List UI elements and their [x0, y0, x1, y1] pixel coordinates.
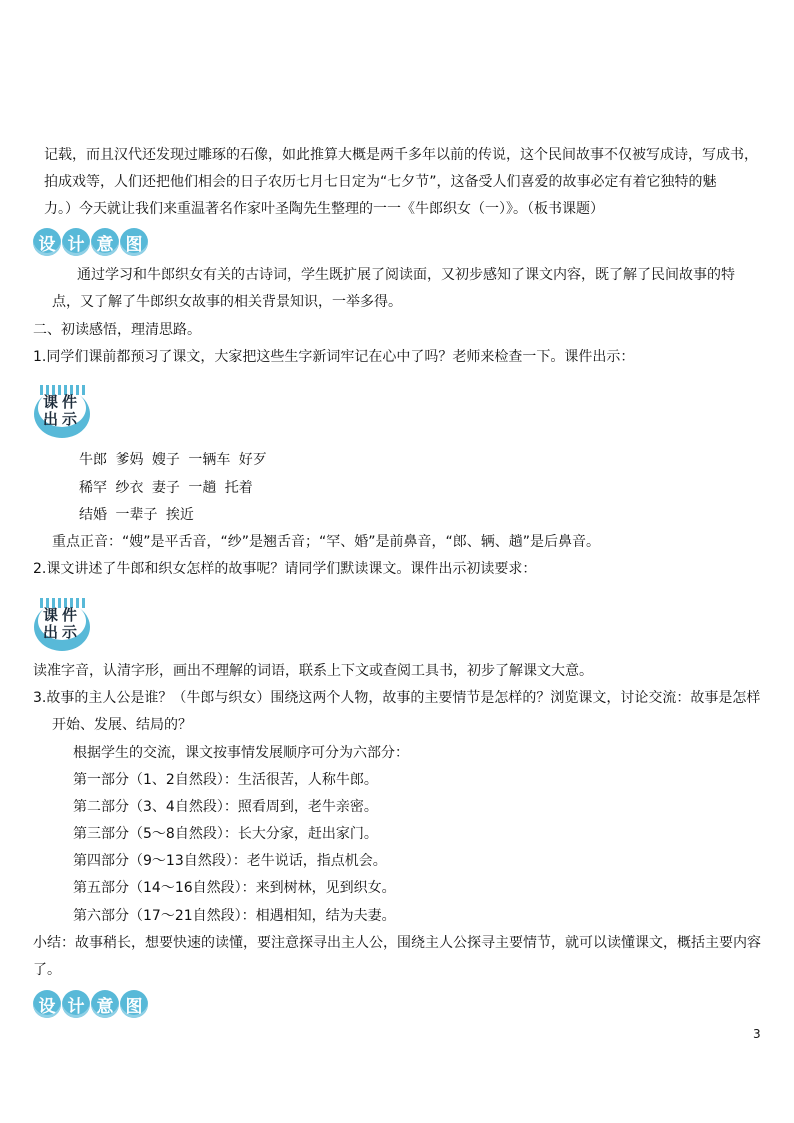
part-line: 第一部分（1、2自然段）：生活很苦，人称牛郎。 [73, 772, 378, 788]
part-line: 第六部分（17～21自然段）：相遇相知，结为夫妻。 [73, 908, 396, 924]
badge-text: 课件 [43, 393, 82, 411]
paragraph-line: 记载，而且汉代还发现过雕琢的石像，如此推算大概是两千多年以前的传说，这个民间故事不仅被写成诗，写成书， [44, 147, 758, 163]
part-line: 第五部分（14～16自然段）：来到树林，见到织女。 [73, 880, 396, 896]
design-intent-line: 点，又了解了牛郎织女故事的相关背景知识，一举多得。 [52, 294, 402, 310]
design-intent-badge [33, 990, 148, 1020]
badge-char: 设 [33, 228, 61, 256]
pronunciation-note: 重点正音：“嫂”是平舌音，“纱”是翘舌音；“罕、婚”是前鼻音，“郎、辆、趟”是后鼻音。 [52, 534, 601, 550]
courseware-badge [32, 596, 92, 652]
badge-text: 课件 [43, 606, 82, 624]
vocab-row: 结婚 一辈子 挨近 [79, 507, 194, 523]
courseware-badge [32, 383, 92, 439]
badge-text: 出示 [43, 410, 82, 428]
paragraph-line: 拍成戏等，人们还把他们相会的日子农历七月七日定为“七夕节”，这备受人们喜爱的故事必定有着它独特的魅 [44, 174, 717, 190]
design-intent-badge [33, 228, 148, 258]
badge-char: 意 [91, 990, 119, 1018]
paragraph-line: 力。）今天就让我们来重温著名作家叶圣陶先生整理的一一《牛郎织女（一）》。（板书课题） [44, 201, 604, 217]
badge-char: 计 [62, 228, 90, 256]
part-line: 第二部分（3、4自然段）：照看周到，老牛亲密。 [73, 799, 378, 815]
design-intent-line: 通过学习和牛郎织女有关的古诗词，学生既扩展了阅读面，又初步感知了课文内容，既了解了民间故事的特 [77, 267, 735, 283]
list-item-continued: 开始、发展、结局的？ [52, 717, 192, 733]
vocab-row: 牛郎 爹妈 嫂子 一辆车 好歹 [79, 452, 267, 468]
vocab-row: 稀罕 纱衣 妻子 一趟 托着 [79, 480, 253, 496]
list-item: 2.课文讲述了牛郎和织女怎样的故事呢？请同学们默读课文。课件出示初读要求： [33, 561, 537, 577]
badge-char: 设 [33, 990, 61, 1018]
reading-requirement: 读准字音，认清字形，画出不理解的词语，联系上下文或查阅工具书，初步了解课文大意。 [33, 663, 593, 679]
page-number: 3 [753, 1027, 761, 1041]
part-line: 第四部分（9～13自然段）：老牛说话，指点机会。 [73, 853, 387, 869]
badge-char: 意 [91, 228, 119, 256]
list-item: 1.同学们课前都预习了课文，大家把这些生字新词牢记在心中了吗？老师来检查一下。课件出示： [33, 349, 635, 365]
badge-char: 图 [120, 990, 148, 1018]
summary-line: 了。 [33, 962, 61, 978]
badge-char: 计 [62, 990, 90, 1018]
summary-line: 小结：故事稍长，想要快速的读懂，要注意探寻出主人公，围绕主人公探寻主要情节，就可以读懂课文，概括主要内容 [33, 935, 761, 951]
section-heading: 二、初读感悟，理清思路。 [33, 322, 201, 338]
parts-intro: 根据学生的交流，课文按事情发展顺序可分为六部分： [73, 745, 409, 761]
part-line: 第三部分（5～8自然段）：长大分家，赶出家门。 [73, 826, 378, 842]
list-item: 3.故事的主人公是谁？（牛郎与织女）围绕这两个人物，故事的主要情节是怎样的？浏览课文，讨论交流：故事是怎样 [33, 690, 761, 706]
badge-text: 出示 [43, 623, 82, 641]
badge-char: 图 [120, 228, 148, 256]
